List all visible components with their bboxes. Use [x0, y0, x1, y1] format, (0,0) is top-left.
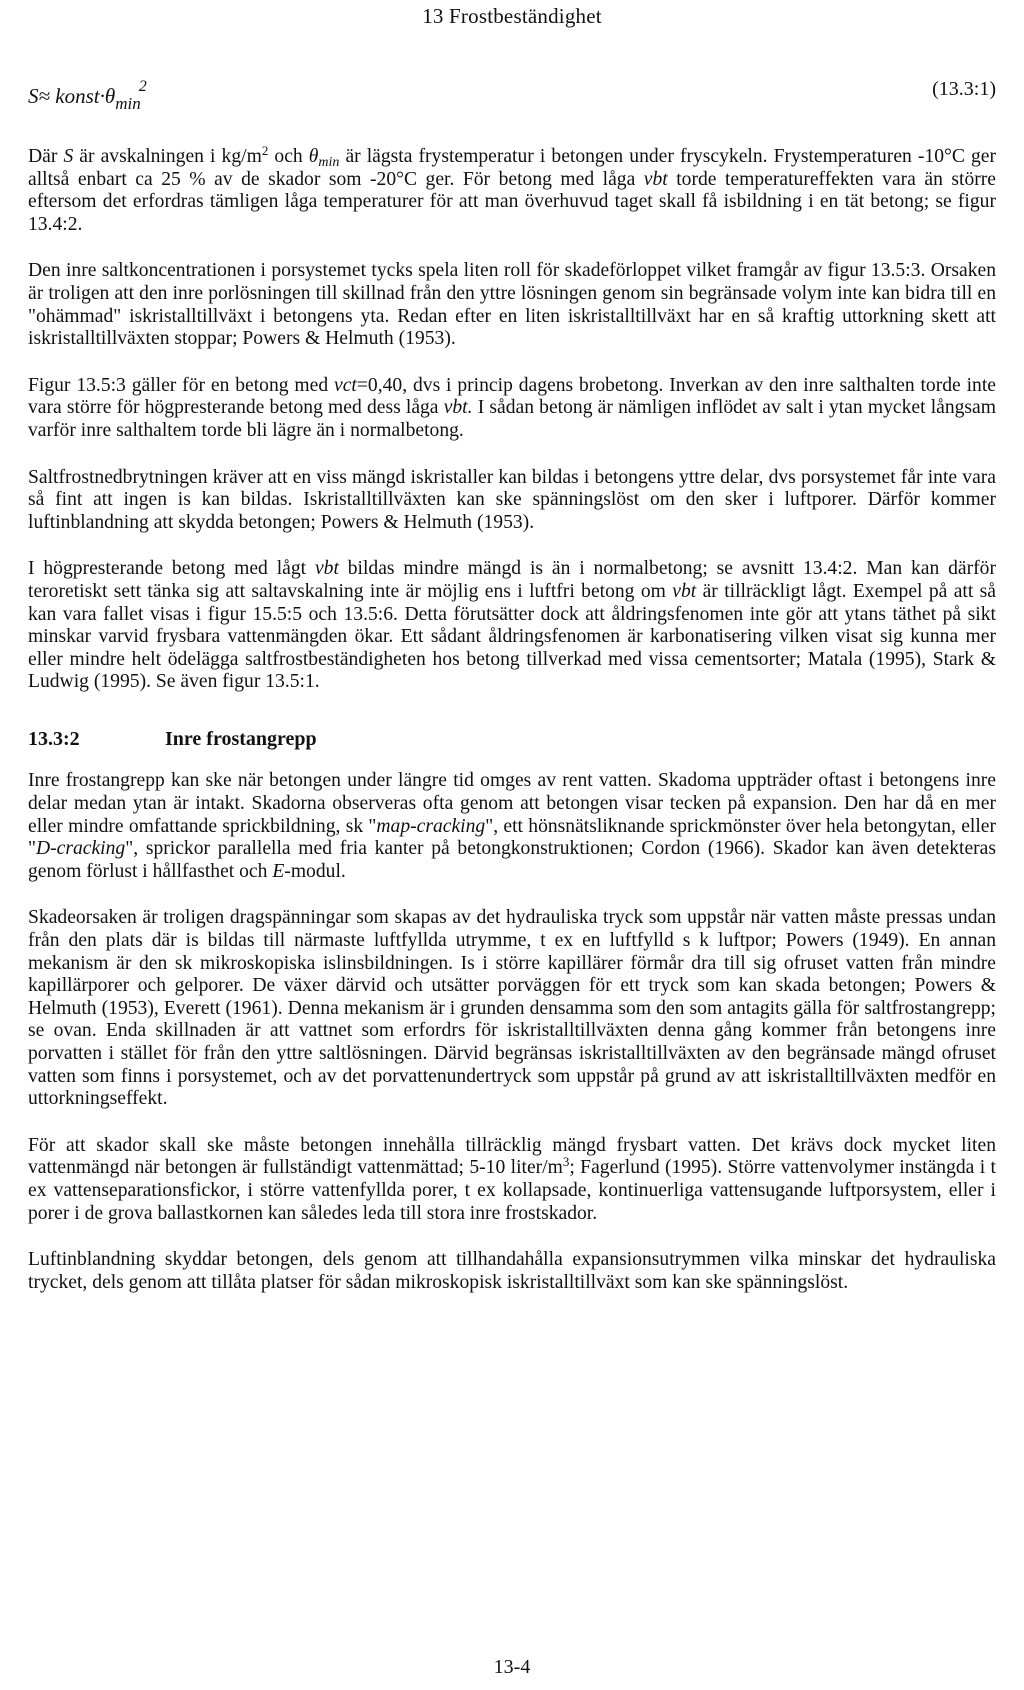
- subscript-min: min: [318, 155, 340, 170]
- symbol-e: E: [272, 860, 285, 882]
- paragraph-saltkoncentration: Den inre saltkoncentrationen i porsystemet tycks spela liten roll för skadeförloppet vilket framgår av figur 13.5:3. Orsaken är troligen att den inre porlösningen till skillnad från den yttre lösningen genom sin begränsade volym inte kan bidra till en "ohämmad" iskristalltillväxt i betongens yta. Redan efter en liten iskristalltillväxt har en så kraftig uttorkning skett att iskristalltillväxten stoppar; Powers & Helmuth (1953).: [28, 260, 996, 350]
- text-run: är avskalningen i kg/m: [73, 146, 262, 167]
- paragraph-luftinblandning: Luftinblandning skyddar betongen, dels genom att tillhandahålla expansionsutrymmen vilka minskar det hydrauliska trycket, dels genom att tillåta platser för sådan mikroskopisk iskristalltillväxt som kan ske spänningslöst.: [28, 1249, 996, 1293]
- equation-formula: [28, 78, 147, 114]
- symbol-vbt: vbt: [643, 168, 668, 190]
- term-d-cracking: D-cracking: [36, 838, 126, 860]
- text-run: är lägsta frystemperatur i betongen under fryscykeln. Frystemperaturen -10°C ger alltså enbart ca 25 % av de skador som -20°C ger. För betong med låga: [28, 146, 996, 190]
- text-run: För att skador skall ske måste betongen innehålla tillräcklig mängd frysbart vatten. Det krävs dock mycket liten vattenmängd när betongen är fullständigt vattenmättad; 5-10 liter/m: [28, 1134, 996, 1179]
- page-number: 13-4: [493, 1656, 531, 1678]
- text-run: ", sprickor parallella med fria kanter på betongkonstruktionen; Cordon (1966). Skador kan även detekteras genom förlust i hållfasthet och: [28, 838, 996, 882]
- text-run: är tillräckligt lågt. Exempel på att så kan vara fallet visas i figur 15.5:5 och 13.5:6. Detta förutsätter dock att åldringsfenomen inte gör att ytans täthet på sikt minskar varvid frysbara vattenmängden ökar. Ett sådant åldringsfenomen är karbonatisering vilken visat sig kunna mer eller mindre helt ödelägga saltfrostbeständigheten hos betong tillverkad med vissa cementsorter; Matala (1995), Stark & Ludwig (1995). Se även figur 13.5:1.: [28, 580, 997, 693]
- text-run: bildas mindre mängd is än i normalbetong; se avsnitt 13.4:2. Man kan därför teroretiskt sett tänka sig att saltavskalning inte är möjlig ens i luftfri betong om: [28, 558, 997, 602]
- section-heading: [28, 728, 996, 751]
- text-run: Figur 13.5:3 gäller för en betong med: [28, 374, 335, 396]
- text-run: och: [268, 146, 309, 167]
- body-text: [28, 143, 997, 1318]
- equation-exponent: 2: [138, 78, 147, 95]
- text-run: ; Fagerlund (1995). Större vattenvolymer instängda i t ex vattenseparationsfickor, i större vattenfyllda porer, t ex kollapsade, kontinuerliga vattensugande luftporsystem, eller i porer i de grova ballastkornen kan således leda till stora inre frostskador.: [28, 1157, 996, 1224]
- equation-theta: θ: [104, 84, 116, 108]
- paragraph-saltfrostnedbrytning: Saltfrostnedbrytningen kräver att en viss mängd iskristaller kan bildas i betongens yttre delar, dvs porsystemet får inte vara så fint att ingen is kan bildas. Iskristalltillväxten kan ske spänningslöst om den sker i luftporer. Därför kommer luftinblandning att skydda betongen; Powers & Helmuth (1953).: [28, 466, 996, 533]
- equation-dot: ·: [99, 84, 105, 108]
- equation-konst: konst: [55, 84, 100, 108]
- equation-symbol-s: S: [28, 84, 39, 108]
- symbol-vbt: vbt.: [443, 397, 473, 419]
- text-run: ", ett hönsnätsliknande sprickmönster över hela betongytan, eller ": [28, 815, 997, 860]
- symbol-vbt: vbt: [314, 558, 339, 580]
- superscript: 2: [261, 143, 269, 158]
- section-number: 13.3:2: [28, 727, 80, 750]
- superscript: 3: [562, 1154, 570, 1170]
- paragraph-frysbart-vatten: [28, 1135, 996, 1225]
- equation-13-3-1: [28, 78, 996, 112]
- equation-number: (13.3:1): [932, 78, 996, 100]
- text-run: torde temperatureffekten vara än större eftersom det erfordras tämligen låga temperaturer för att man överhuvud taget skall få isbildning i en tät betong; se figur 13.4:2.: [28, 168, 996, 235]
- running-header: 13 Frostbeständighet: [422, 4, 602, 28]
- symbol-theta: θ: [308, 146, 319, 167]
- section-title: Inre frostangrepp: [165, 727, 317, 750]
- symbol-s: S: [63, 146, 74, 167]
- symbol-vbt: vbt: [672, 580, 697, 602]
- paragraph-inre-frostangrepp: [28, 770, 996, 883]
- text-run: -modul.: [284, 860, 346, 882]
- text-run: Där: [28, 146, 64, 167]
- symbol-vct: vct: [334, 374, 357, 396]
- text-run: Inre frostangrepp kan ske när betongen under längre tid omges av rent vatten. Skadoma uppträder oftast i betongens inre delar medan ytan är intakt. Skadorna observeras ofta genom att betongen visar tecken på expansion. Den har då en mer eller mindre omfattande sprickbildning, sk ": [28, 770, 996, 837]
- paragraph-hogpresterande: [28, 558, 996, 694]
- paragraph-figur-13-5-3: [28, 375, 996, 443]
- paragraph-skadeorsak: Skadeorsaken är troligen dragspänningar som skapas av det hydrauliska tryck som uppstår när vatten måste pressas undan från den plats där is bildas till närmaste luftfyllda utrymme, t ex en luftfylld s k luftpor; Powers (1949). En annan mekanism är den sk mikroskopiska islinsbildningen. Is i större kapillärer förmår dra till sig ofruset vatten från mindre kapillärporer och gelporer. De växer därvid och utsätter porväggen för ett tryck som kan skada betongen; Powers & Helmuth (1953), Everett (1961). Denna mekanism är i grunden densamma som den som antagits gälla för saltfrostangrepp; se ovan. Enda skillnaden är att vattnet som erfordrs för iskristalltillväxten denna gång kommer från betongens inre porvatten i stället för från den yttre saltlösningen. Därvid begränsas iskristalltillväxten av den begränsade mängd ofruset vatten som finns i porsystemet, och av det porvattenundertryck som uppstår på grund av att iskristalltillväxten medför en uttorkningseffekt.: [28, 907, 996, 1110]
- paragraph-avskalning: [28, 143, 996, 236]
- equation-approx: ≈: [38, 84, 51, 108]
- equation-subscript-min: min: [115, 94, 141, 113]
- text-run: I högpresterande betong med lågt: [28, 558, 315, 580]
- term-map-cracking: map-cracking: [376, 815, 486, 837]
- text-run: I sådan betong är nämligen inflödet av salt i ytan mycket långsam varför inre salthaltem torde bli lägre än i normalbetong.: [28, 397, 996, 441]
- text-run: =0,40, dvs i princip dagens brobetong. Inverkan av den inre salthalten torde inte vara större för högpresterande betong med dess låga: [28, 374, 996, 419]
